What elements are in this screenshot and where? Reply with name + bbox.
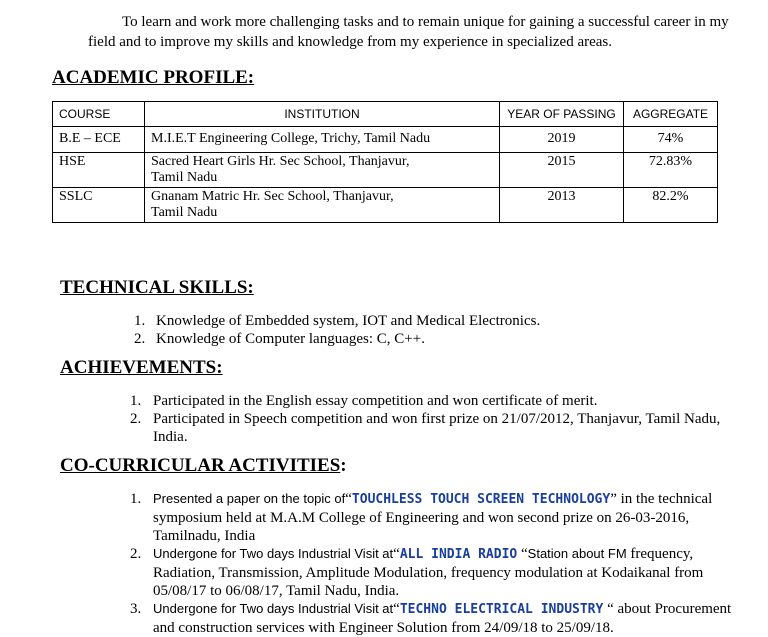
quote-open: “: [393, 546, 400, 562]
cocurricular-heading-text: CO-CURRICULAR ACTIVITIES: [60, 455, 341, 476]
aggregate-cell: 72.83%: [624, 153, 718, 188]
item-number: 1.: [130, 491, 142, 507]
institution-cell: [145, 188, 500, 223]
institution-line: Gnanam Matric Hr. Sec School, Thanjavur,: [151, 189, 394, 204]
column-header-course: COURSE: [53, 102, 145, 127]
academic-table: [52, 101, 718, 223]
list-item: [130, 392, 745, 410]
highlight-title: TECHNO ELECTRICAL INDUSTRY: [399, 602, 604, 617]
column-header-year: YEAR OF PASSING: [500, 102, 624, 127]
list-item: [130, 545, 745, 600]
course-cell: HSE: [53, 153, 145, 188]
highlight-title: TOUCHLESS TOUCH SCREEN TECHNOLOGY: [351, 492, 611, 507]
list-item: [130, 600, 745, 637]
technical-skills-heading: TECHNICAL SKILLS:: [60, 277, 254, 298]
institution-line: Tamil Nadu: [151, 170, 218, 185]
quote-close: “: [603, 601, 614, 617]
column-header-institution: INSTITUTION: [145, 102, 500, 127]
table-header-row: [53, 102, 718, 127]
career-objective: [88, 12, 738, 52]
technical-skills-list: [134, 312, 734, 348]
aggregate-cell: 74%: [624, 127, 718, 153]
highlight-title: ALL INDIA RADIO: [399, 547, 518, 562]
quote-close: “: [517, 546, 528, 562]
list-item: [130, 490, 745, 545]
achievements-list: [130, 392, 745, 446]
item-number: 2.: [130, 546, 142, 562]
quote-close: ”: [610, 491, 617, 507]
item-number: 1.: [130, 393, 142, 409]
institution-line: Sacred Heart Girls Hr. Sec School, Thanjavur,: [151, 154, 410, 169]
table-row: [53, 127, 718, 153]
year-cell: 2019: [500, 127, 624, 153]
list-item: [134, 330, 734, 348]
item-text-lead: Undergone for Two days Industrial Visit at: [153, 601, 394, 616]
list-item: [130, 410, 745, 446]
item-text-sans: Station about FM: [527, 546, 627, 561]
institution-line: Tamil Nadu: [151, 205, 218, 220]
item-text: in the technical symposium held at M.A.M College of Engineering and won second prize on 26-03-2016, Tamilnadu, India: [153, 491, 713, 544]
course-cell: SSLC: [53, 188, 145, 223]
item-text-lead: Undergone for Two days Industrial Visit at: [153, 546, 394, 561]
achievements-heading: ACHIEVEMENTS:: [60, 357, 223, 378]
academic-profile-heading: ACADEMIC PROFILE:: [52, 67, 255, 88]
item-text: about Procurement and construction services with Engineer Solution from 24/09/18 to 25/09/18.: [153, 601, 732, 636]
cocurricular-heading: [60, 455, 347, 477]
item-text: Participated in Speech competition and won first prize on 21/07/2012, Thanjavur, Tamil Nadu, India.: [153, 411, 721, 445]
institution-cell: M.I.E.T Engineering College, Trichy, Tamil Nadu: [145, 127, 500, 153]
item-text: Knowledge of Embedded system, IOT and Medical Electronics.: [156, 313, 541, 329]
item-number: 2.: [130, 411, 142, 427]
year-cell: 2013: [500, 188, 624, 223]
objective-text: To learn and work more challenging tasks and to remain unique for gaining a successful career in my field and to improve my skills and knowledge from my experience in specialized areas.: [88, 14, 729, 50]
institution-cell: [145, 153, 500, 188]
cocurricular-list: [130, 490, 745, 637]
item-number: 1.: [134, 313, 146, 329]
item-text: Participated in the English essay competition and won certificate of merit.: [153, 393, 598, 409]
list-item: [134, 312, 734, 330]
course-cell: B.E – ECE: [53, 127, 145, 153]
item-text: Knowledge of Computer languages: C, C++.: [156, 331, 425, 347]
table-row: [53, 153, 718, 188]
item-text: frequency, Radiation, Transmission, Amplitude Modulation, frequency modulation at Kodaikanal from 05/08/17 to 06/08/17, Tamil Nadu, India.: [153, 546, 704, 599]
aggregate-cell: 82.2%: [624, 188, 718, 223]
item-text-lead: Presented a paper on the topic of: [153, 491, 346, 506]
year-cell: 2015: [500, 153, 624, 188]
table-row: [53, 188, 718, 223]
item-number: 3.: [130, 601, 142, 617]
column-header-aggregate: AGGREGATE: [624, 102, 718, 127]
heading-colon: :: [340, 455, 347, 476]
quote-open: “: [345, 491, 352, 507]
quote-open: “: [393, 601, 400, 617]
item-number: 2.: [134, 331, 146, 347]
